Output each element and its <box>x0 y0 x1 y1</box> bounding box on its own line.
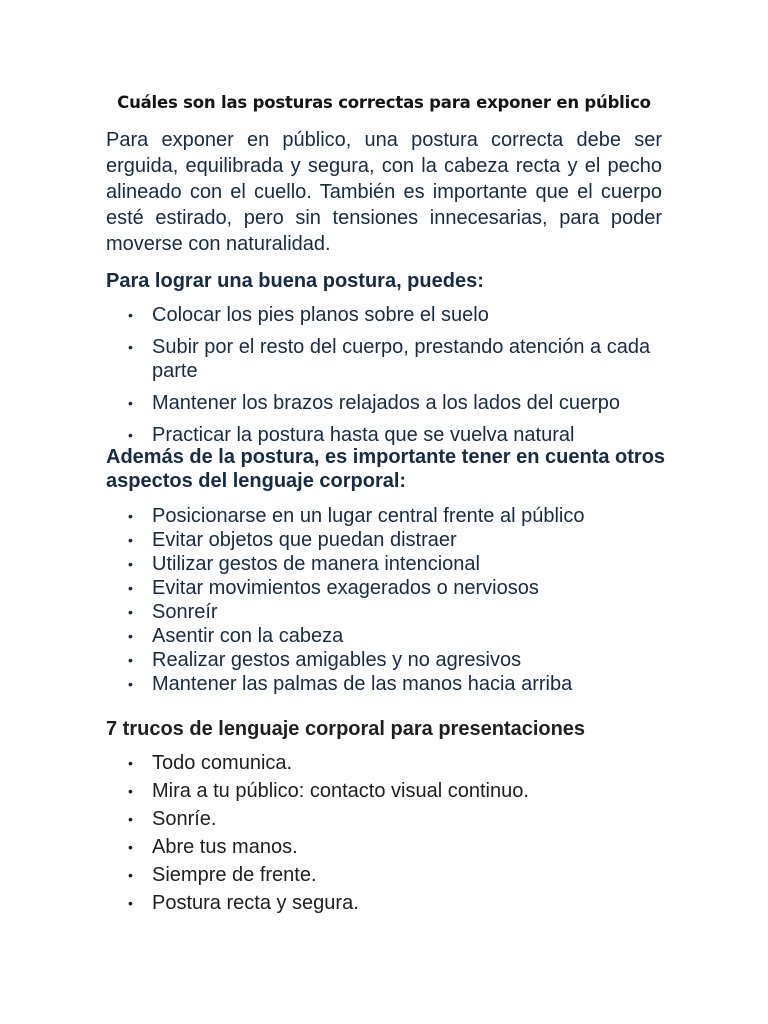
bullet-icon: • <box>128 339 133 355</box>
list-item: • Mantener los brazos relajados a los lados del cuerpo <box>128 392 621 414</box>
list-item: • Evitar objetos que puedan distraer <box>128 529 457 551</box>
bullet-icon: • <box>128 811 133 827</box>
list-item: • Realizar gestos amigables y no agresivos <box>128 649 522 671</box>
list-item: • Sonríe. <box>128 808 217 830</box>
section2-list <box>106 504 666 696</box>
bullet-icon: • <box>128 628 133 644</box>
list-item: • Todo comunica. <box>128 752 293 774</box>
list-item: • Subir por el resto del cuerpo, prestando atención a cada parte <box>128 336 651 382</box>
bullet-icon: • <box>128 508 133 524</box>
list-item: • Utilizar gestos de manera intencional <box>128 553 480 575</box>
document-title: Cuáles son las posturas correctas para exponer en público <box>117 93 651 112</box>
list-item: • Evitar movimientos exagerados o nerviosos <box>128 577 539 599</box>
list-item: • Siempre de frente. <box>128 864 317 886</box>
bullet-icon: • <box>128 867 133 883</box>
section2-heading: Además de la postura, es importante tener en cuenta otros aspectos del lenguaje corporal: <box>106 446 666 492</box>
list-item: • Mira a tu público: contacto visual continuo. <box>128 780 529 802</box>
list-item: • Colocar los pies planos sobre el suelo <box>128 304 489 326</box>
bullet-icon: • <box>128 839 133 855</box>
list-item: • Asentir con la cabeza <box>128 625 344 647</box>
list-item: • Practicar la postura hasta que se vuelva natural <box>128 424 575 446</box>
bullet-icon: • <box>128 556 133 572</box>
list-item: • Abre tus manos. <box>128 836 298 858</box>
bullet-icon: • <box>128 895 133 911</box>
section1-heading: Para lograr una buena postura, puedes: <box>106 270 484 292</box>
bullet-icon: • <box>128 652 133 668</box>
section3-list <box>106 751 666 919</box>
bullet-icon: • <box>128 676 133 692</box>
bullet-icon: • <box>128 427 133 443</box>
bullet-icon: • <box>128 580 133 596</box>
section1-list <box>106 303 666 447</box>
list-item: • Sonreír <box>128 601 218 623</box>
list-item: • Posicionarse en un lugar central frente al público <box>128 505 585 527</box>
list-item: • Mantener las palmas de las manos hacia arriba <box>128 673 573 695</box>
bullet-icon: • <box>128 532 133 548</box>
intro-paragraph: Para exponer en público, una postura correcta debe ser erguida, equilibrada y segura, con la cabeza recta y el pecho alineado con el cuello. También es importante que el cuerpo esté estirado, pero sin tensiones innecesarias, para poder moverse con naturalidad. <box>106 129 662 255</box>
list-item: • Postura recta y segura. <box>128 892 359 914</box>
bullet-icon: • <box>128 307 133 323</box>
bullet-icon: • <box>128 783 133 799</box>
bullet-icon: • <box>128 604 133 620</box>
bullet-icon: • <box>128 395 133 411</box>
section3-heading: 7 trucos de lenguaje corporal para presentaciones <box>106 718 586 740</box>
bullet-icon: • <box>128 755 133 771</box>
